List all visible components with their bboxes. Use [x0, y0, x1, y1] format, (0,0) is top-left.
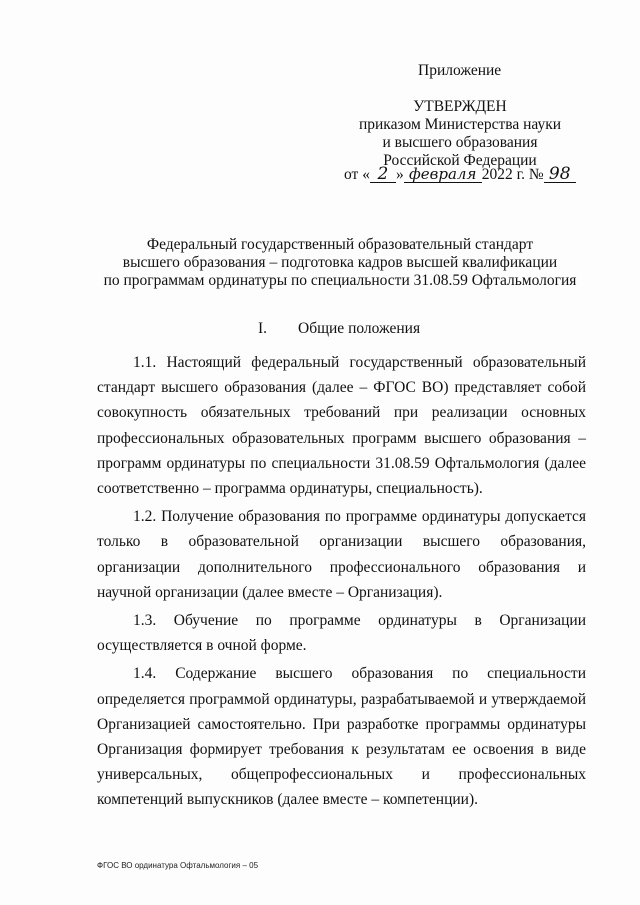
page-footer: ФГОС ВО ординатура Офтальмология – 05	[97, 861, 259, 870]
appendix-label: Приложение	[418, 62, 502, 79]
decree-date-line	[344, 166, 576, 184]
paragraph-1-4: 1.4. Содержание высшего образования по специальности определяется программой ординатуры, разрабатываемой и утверждаемой Организацией самостоятельно. При разработке программы ординатуры Организация формирует требования к результатам ее освоения в виде универсальных, общепрофессиональных и профессиональных компетенций выпускников (далее вместе – компетенции).	[97, 665, 586, 809]
date-day: 2	[370, 167, 396, 183]
section-name: Общие положения	[298, 320, 421, 337]
decree-number: 98	[544, 167, 576, 183]
date-month: февраля	[404, 167, 482, 183]
order-line-2: и высшего образования	[382, 134, 538, 151]
date-year: 2022 г. №	[481, 166, 544, 183]
date-prefix: от «	[344, 166, 370, 183]
paragraph-1-1: 1.1. Настоящий федеральный государственный образовательный стандарт высшего образования (далее – ФГОС ВО) представляет собой совокупность обязательных требований при реализации основных профессиональных образовательных программ высшего образования – программ ординатуры по специальности 31.08.59 Офтальмология (далее соответственно – программа ординатуры, специальность).	[97, 354, 586, 498]
date-mid: »	[395, 166, 404, 183]
section-heading	[258, 320, 420, 338]
approved-label: УТВЕРЖДЕН	[413, 98, 507, 115]
approval-block	[340, 98, 580, 170]
document-body	[97, 350, 586, 816]
paragraph-1-3: 1.3. Обучение по программе ординатуры в Организации осуществляется в очной форме.	[97, 612, 586, 655]
section-number: I.	[258, 320, 268, 337]
title-line-2: высшего образования – подготовка кадров высшей квалификации	[122, 254, 558, 271]
title-line-3: по программам ординатуры по специальности 31.08.59 Офтальмология	[103, 272, 577, 289]
title-line-1: Федеральный государственный образовательный стандарт	[146, 236, 534, 253]
order-line-3: Российской Федерации	[383, 152, 537, 169]
order-line-1: приказом Министерства науки	[358, 116, 562, 133]
paragraph-1-2: 1.2. Получение образования по программе ординатуры допускается только в образовательной организации высшего образования, организации дополнительного профессионального образования и научной организации (далее вместе – Организация).	[97, 508, 586, 601]
document-title	[90, 236, 590, 290]
